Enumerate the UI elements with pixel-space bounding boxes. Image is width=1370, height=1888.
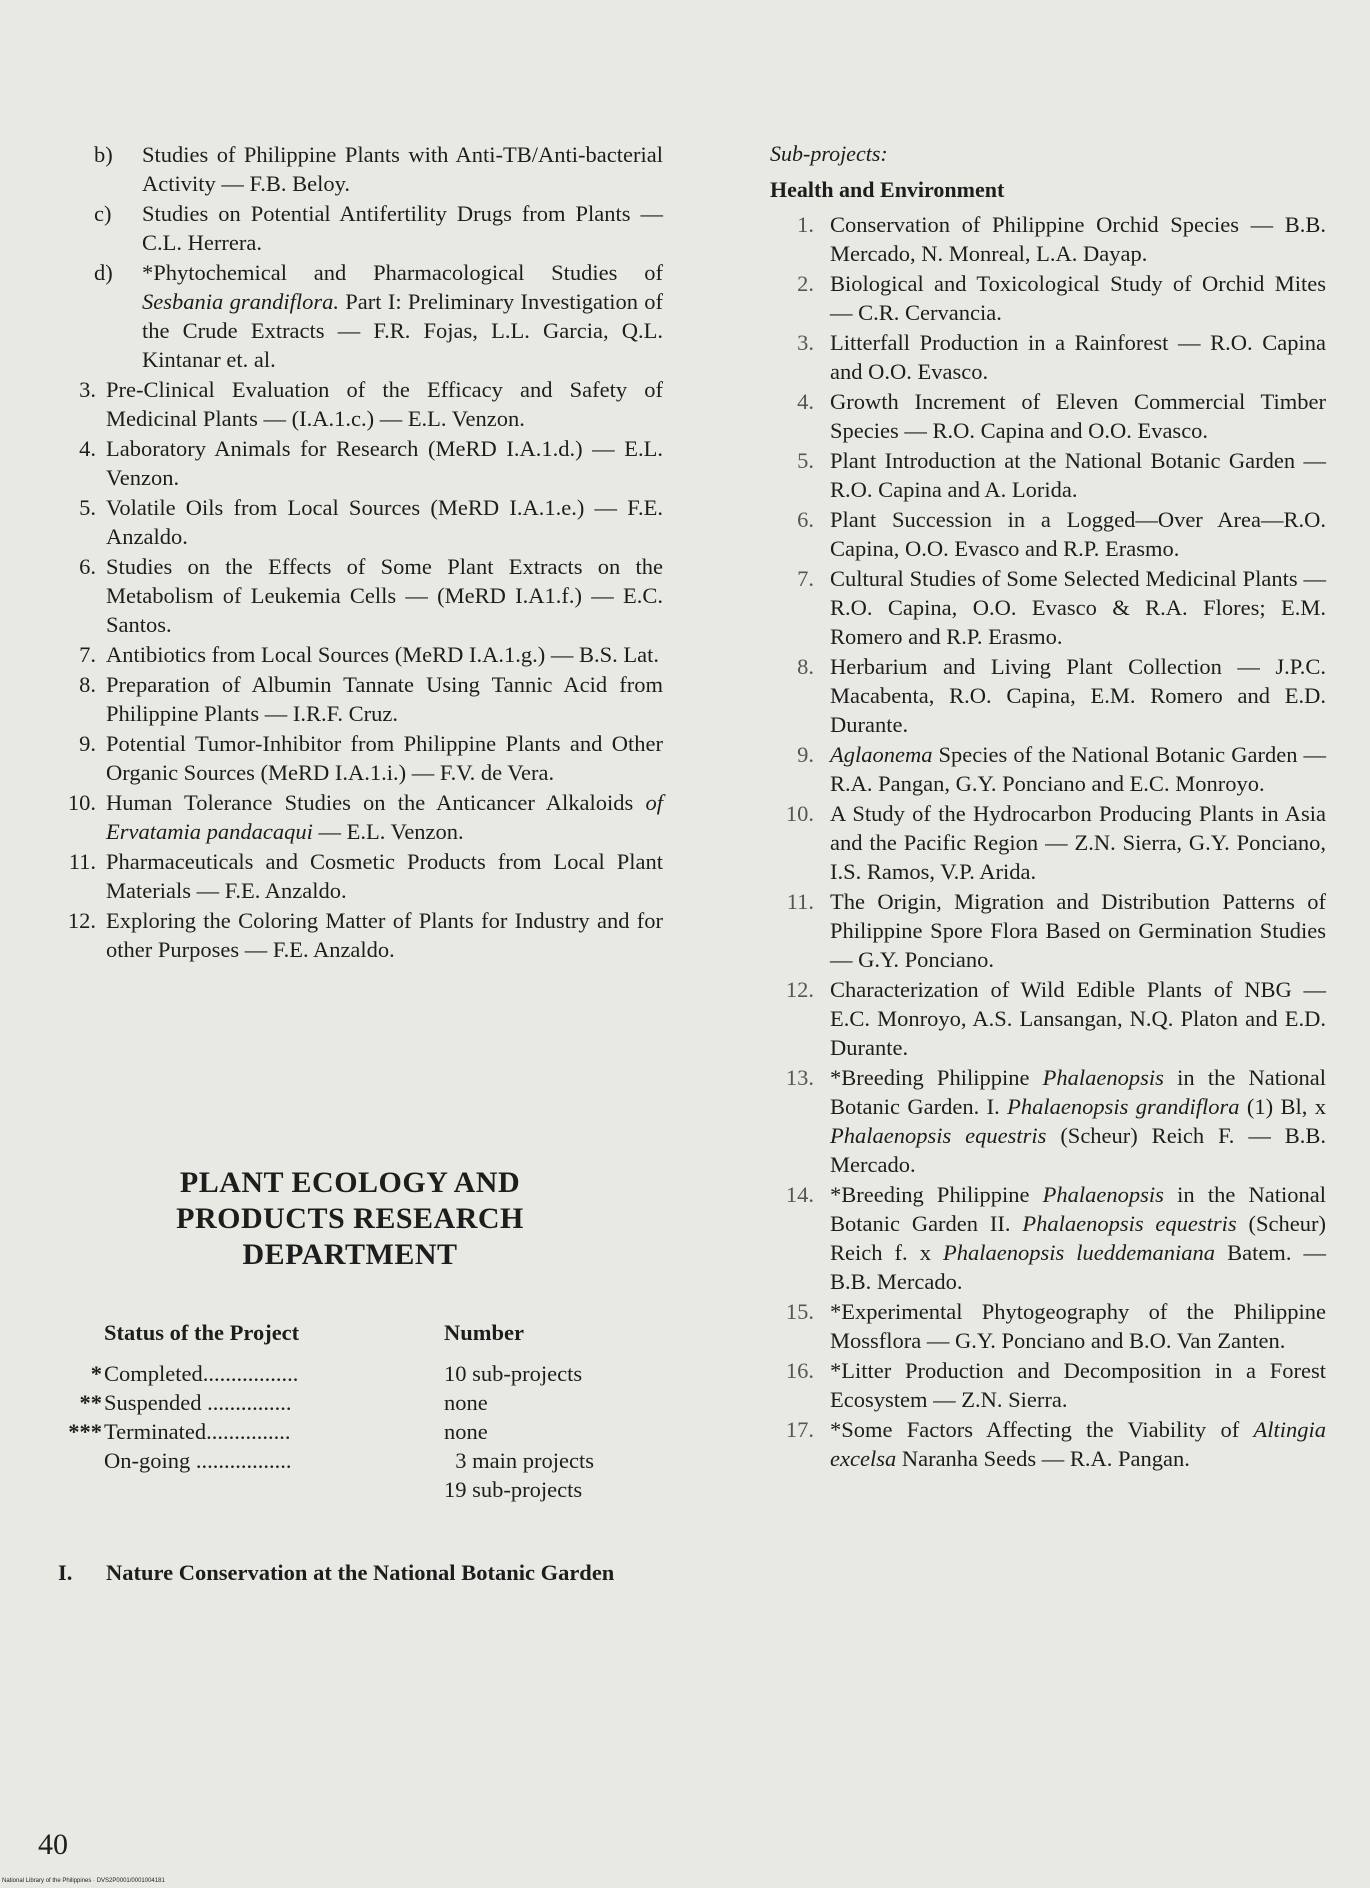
department-title-line: PRODUCTS RESEARCH <box>176 1202 524 1235</box>
item-text: Pharmaceuticals and Cosmetic Products from Local Plant Materials — F.E. Anzaldo. <box>106 849 663 903</box>
item-number: 11. <box>786 889 814 914</box>
list-item <box>58 552 663 639</box>
list-item <box>770 387 1326 445</box>
item-text: Studies of Philippine Plants with Anti-TB/Anti-bacterial Activity — F.B. Beloy. <box>142 142 663 196</box>
department-title-line: PLANT ECOLOGY AND <box>179 1166 521 1199</box>
list-item <box>58 140 663 198</box>
section-number: I. <box>58 1560 73 1585</box>
item-text: Human Tolerance Studies on the Anticancer Alkaloids of Ervatamia pandacaqui — E.L. Venzon. <box>106 790 663 844</box>
page-number: 40 <box>38 1828 68 1861</box>
right-numbered-items <box>770 210 1326 1473</box>
status-value: none <box>444 1419 488 1444</box>
item-text: Studies on the Effects of Some Plant Extracts on the Metabolism of Leukemia Cells — (MeRD I.A1.f.) — E.C. Santos. <box>106 554 663 637</box>
status-value: 10 sub-projects <box>444 1361 583 1386</box>
list-item <box>58 640 663 669</box>
item-number: 5. <box>79 495 96 520</box>
item-number: c) <box>94 201 112 226</box>
status-marker <box>58 1446 104 1475</box>
item-text: A Study of the Hydrocarbon Producing Plants in Asia and the Pacific Region — Z.N. Sierra, G.Y. Ponciano, I.S. Ramos, V.P. Arida. <box>830 801 1326 884</box>
item-text: Growth Increment of Eleven Commercial Timber Species — R.O. Capina and O.O. Evasco. <box>830 389 1326 443</box>
item-text: Preparation of Albumin Tannate Using Tannic Acid from Philippine Plants — I.R.F. Cruz. <box>106 672 663 726</box>
item-text: *Breeding Philippine Phalaenopsis in the National Botanic Garden. I. Phalaenopsis grandiflora (1) Bl, x Phalaenopsis equestris (Scheur) Reich F. — B.B. Mercado. <box>830 1065 1326 1177</box>
item-number: 11. <box>68 849 96 874</box>
item-number: 3. <box>79 377 96 402</box>
item-number: 7. <box>79 642 96 667</box>
status-header-label: Status of the Project <box>104 1320 300 1345</box>
item-number: 17. <box>785 1417 814 1442</box>
item-number: 3. <box>797 330 814 355</box>
list-item <box>770 887 1326 974</box>
list-item <box>770 1356 1326 1414</box>
status-marker <box>58 1475 104 1504</box>
department-title-line: DEPARTMENT <box>242 1238 458 1271</box>
item-text: Antibiotics from Local Sources (MeRD I.A.1.g.) — B.S. Lat. <box>106 642 660 667</box>
list-item <box>770 1415 1326 1473</box>
item-text: The Origin, Migration and Distribution Patterns of Philippine Spore Flora Based on Germination Studies — G.Y. Ponciano. <box>830 889 1326 972</box>
status-label: Completed................. <box>104 1361 299 1386</box>
item-text: Aglaonema Species of the National Botanic Garden — R.A. Pangan, G.Y. Ponciano and E.C. Monroyo. <box>830 742 1326 796</box>
item-text: Exploring the Coloring Matter of Plants for Industry and for other Purposes — F.E. Anzaldo. <box>106 908 663 962</box>
left-sub-items <box>58 140 663 374</box>
item-text: Pre-Clinical Evaluation of the Efficacy and Safety of Medicinal Plants — (I.A.1.c.) — E.L. Venzon. <box>106 377 663 431</box>
item-number: 6. <box>797 507 814 532</box>
group-label: Health and Environment <box>770 177 1005 202</box>
status-label: Suspended ............... <box>104 1390 292 1415</box>
item-number: 6. <box>79 554 96 579</box>
department-title <box>140 1165 560 1273</box>
list-item <box>770 1180 1326 1296</box>
item-number: 8. <box>79 672 96 697</box>
item-text: *Breeding Philippine Phalaenopsis in the National Botanic Garden II. Phalaenopsis equestris (Scheur) Reich f. x Phalaenopsis lueddemaniana Batem. — B.B. Mercado. <box>830 1182 1326 1294</box>
status-label: Terminated............... <box>104 1419 291 1444</box>
list-item <box>770 975 1326 1062</box>
item-number: b) <box>94 142 113 167</box>
item-number: 15. <box>785 1299 814 1324</box>
list-item <box>770 505 1326 563</box>
list-item <box>58 788 663 846</box>
item-number: 10. <box>67 790 96 815</box>
status-header <box>58 1318 658 1347</box>
item-text: Potential Tumor-Inhibitor from Philippine Plants and Other Organic Sources (MeRD I.A.1.i.) — F.V. de Vera. <box>106 731 663 785</box>
item-number: 7. <box>797 566 814 591</box>
left-numbered-items <box>58 375 663 964</box>
list-item <box>58 670 663 728</box>
item-text: *Experimental Phytogeography of the Philippine Mossflora — G.Y. Ponciano and B.O. Van Zanten. <box>830 1299 1326 1353</box>
list-item <box>770 328 1326 386</box>
list-item <box>58 375 663 433</box>
item-number: 9. <box>79 731 96 756</box>
section-title: Nature Conservation at the National Botanic Garden <box>106 1560 615 1585</box>
status-label: On-going ................. <box>104 1448 292 1473</box>
list-item <box>58 906 663 964</box>
list-item <box>58 199 663 257</box>
item-text: Biological and Toxicological Study of Orchid Mites — C.R. Cervancia. <box>830 271 1326 325</box>
status-value: none <box>444 1390 488 1415</box>
item-number: 4. <box>797 389 814 414</box>
status-row <box>58 1417 658 1446</box>
list-item <box>58 729 663 787</box>
item-number: 16. <box>785 1358 814 1383</box>
item-text: *Litter Production and Decomposition in a Forest Ecosystem — Z.N. Sierra. <box>830 1358 1326 1412</box>
item-number: 2. <box>797 271 814 296</box>
item-text: Cultural Studies of Some Selected Medicinal Plants — R.O. Capina, O.O. Evasco & R.A. Flores; E.M. Romero and R.P. Erasmo. <box>830 566 1326 649</box>
item-text: Herbarium and Living Plant Collection — J.P.C. Macabenta, R.O. Capina, E.M. Romero and E.D. Durante. <box>830 654 1326 737</box>
item-text: Characterization of Wild Edible Plants of NBG — E.C. Monroyo, A.S. Lansangan, N.Q. Platon and E.D. Durante. <box>830 977 1326 1060</box>
right-column <box>770 140 1326 1474</box>
item-text: *Phytochemical and Pharmacological Studies of Sesbania grandiflora. Part I: Preliminary Investigation of the Crude Extracts — F.R. Fojas, L.L. Garcia, Q.L. Kintanar et. al. <box>142 260 664 372</box>
list-item <box>770 564 1326 651</box>
item-text: Conservation of Philippine Orchid Species — B.B. Mercado, N. Monreal, L.A. Dayap. <box>830 212 1326 266</box>
item-text: Volatile Oils from Local Sources (MeRD I.A.1.e.) — F.E. Anzaldo. <box>106 495 663 549</box>
item-text: *Some Factors Affecting the Viability of Altingia excelsa Naranha Seeds — R.A. Pangan. <box>830 1417 1326 1471</box>
footer-text: National Library of the Philippines · DVS2P0001/0001004181 <box>2 1878 165 1884</box>
project-status-table <box>58 1318 658 1504</box>
item-text: Plant Succession in a Logged—Over Area—R.O. Capina, O.O. Evasco and R.P. Erasmo. <box>830 507 1326 561</box>
list-item <box>770 210 1326 268</box>
item-number: 5. <box>797 448 814 473</box>
item-text: Studies on Potential Antifertility Drugs from Plants — C.L. Herrera. <box>142 201 663 255</box>
status-row <box>58 1446 658 1475</box>
item-text: Litterfall Production in a Rainforest — R.O. Capina and O.O. Evasco. <box>830 330 1326 384</box>
item-text: Laboratory Animals for Research (MeRD I.A.1.d.) — E.L. Venzon. <box>106 436 663 490</box>
status-value: 19 sub-projects <box>444 1477 583 1502</box>
status-rows <box>58 1359 658 1504</box>
status-row <box>58 1475 658 1504</box>
list-item <box>770 1063 1326 1179</box>
list-item <box>770 1297 1326 1355</box>
list-item <box>770 799 1326 886</box>
item-number: 12. <box>67 908 96 933</box>
status-row <box>58 1388 658 1417</box>
item-number: 1. <box>797 212 814 237</box>
status-label <box>104 1475 444 1504</box>
status-marker: ** <box>79 1390 102 1415</box>
item-text: Plant Introduction at the National Botanic Garden — R.O. Capina and A. Lorida. <box>830 448 1326 502</box>
item-number: 8. <box>797 654 814 679</box>
status-marker: * <box>90 1361 102 1386</box>
list-item <box>58 434 663 492</box>
item-number: 13. <box>785 1065 814 1090</box>
list-item <box>770 652 1326 739</box>
list-item <box>770 740 1326 798</box>
left-column <box>58 140 663 965</box>
item-number: 10. <box>785 801 814 826</box>
item-number: 12. <box>785 977 814 1002</box>
list-item <box>770 269 1326 327</box>
list-item <box>58 847 663 905</box>
item-number: 9. <box>797 742 814 767</box>
list-item <box>58 258 663 374</box>
subprojects-label: Sub-projects: <box>770 141 888 166</box>
item-number: 4. <box>79 436 96 461</box>
status-marker: *** <box>68 1419 102 1444</box>
list-item <box>770 446 1326 504</box>
section-heading <box>58 1558 663 1587</box>
item-number: d) <box>94 260 113 285</box>
list-item <box>58 493 663 551</box>
status-row <box>58 1359 658 1388</box>
status-header-value: Number <box>444 1320 524 1345</box>
item-number: 14. <box>785 1182 814 1207</box>
status-value: 3 main projects <box>444 1448 594 1473</box>
